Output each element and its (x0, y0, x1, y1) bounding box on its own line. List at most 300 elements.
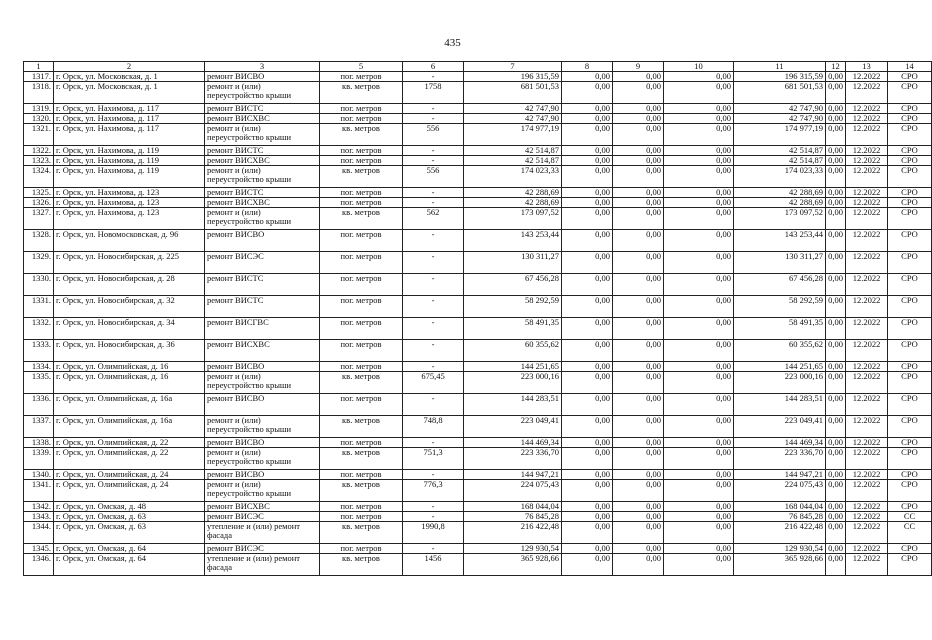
other-funds-cell: 0,00 (826, 448, 846, 470)
address-cell: г. Орск, ул. Новосибирская, д. 34 (54, 318, 205, 340)
federal-funds-cell: 0,00 (562, 166, 613, 188)
unit-cell: кв. метров (320, 522, 403, 544)
volume-cell: 562 (403, 208, 464, 230)
address-cell: г. Орск, ул. Нахимова, д. 117 (54, 124, 205, 146)
total-cost-cell: 60 355,62 (464, 340, 562, 362)
work-type-cell: ремонт и (или) переустройство крыши (205, 208, 320, 230)
owner-funds-cell: 365 928,66 (734, 554, 826, 576)
total-cost-cell: 58 491,35 (464, 318, 562, 340)
federal-funds-cell: 0,00 (562, 502, 613, 512)
owner-funds-cell: 173 097,52 (734, 208, 826, 230)
work-type-cell: ремонт ВИСВО (205, 470, 320, 480)
row-number: 1325. (24, 188, 54, 198)
local-funds-cell: 0,00 (664, 318, 734, 340)
other-funds-cell: 0,00 (826, 104, 846, 114)
volume-cell: - (403, 512, 464, 522)
unit-cell: кв. метров (320, 372, 403, 394)
deadline-cell: 12.2022 (846, 114, 888, 124)
owner-funds-cell: 168 044,04 (734, 502, 826, 512)
address-cell: г. Орск, ул. Новомосковская, д. 96 (54, 230, 205, 252)
regional-funds-cell: 0,00 (613, 470, 664, 480)
total-cost-cell: 174 977,19 (464, 124, 562, 146)
federal-funds-cell: 0,00 (562, 362, 613, 372)
unit-cell: кв. метров (320, 82, 403, 104)
page-number: 435 (444, 37, 461, 49)
table-row (24, 252, 932, 274)
method-cell: СРО (888, 544, 932, 554)
method-cell: СРО (888, 230, 932, 252)
other-funds-cell: 0,00 (826, 230, 846, 252)
local-funds-cell: 0,00 (664, 512, 734, 522)
address-cell: г. Орск, ул. Нахимова, д. 119 (54, 166, 205, 188)
federal-funds-cell: 0,00 (562, 252, 613, 274)
work-type-cell: ремонт ВИСЭС (205, 544, 320, 554)
regional-funds-cell: 0,00 (613, 416, 664, 438)
federal-funds-cell: 0,00 (562, 198, 613, 208)
volume-cell: 751,3 (403, 448, 464, 470)
other-funds-cell: 0,00 (826, 512, 846, 522)
owner-funds-cell: 144 251,65 (734, 362, 826, 372)
other-funds-cell: 0,00 (826, 470, 846, 480)
owner-funds-cell: 42 288,69 (734, 188, 826, 198)
method-cell: СРО (888, 198, 932, 208)
row-number: 1330. (24, 274, 54, 296)
address-cell: г. Орск, ул. Омская, д. 48 (54, 502, 205, 512)
table-row (24, 146, 932, 156)
row-number: 1322. (24, 146, 54, 156)
local-funds-cell: 0,00 (664, 104, 734, 114)
method-cell: СРО (888, 146, 932, 156)
table-row (24, 448, 932, 470)
total-cost-cell: 42 288,69 (464, 198, 562, 208)
address-cell: г. Орск, ул. Нахимова, д. 117 (54, 114, 205, 124)
deadline-cell: 12.2022 (846, 394, 888, 416)
unit-cell: пог. метров (320, 394, 403, 416)
table-row (24, 82, 932, 104)
address-cell: г. Орск, ул. Нахимова, д. 119 (54, 156, 205, 166)
other-funds-cell: 0,00 (826, 296, 846, 318)
regional-funds-cell: 0,00 (613, 208, 664, 230)
federal-funds-cell: 0,00 (562, 554, 613, 576)
local-funds-cell: 0,00 (664, 554, 734, 576)
volume-cell: 675,45 (403, 372, 464, 394)
unit-cell: пог. метров (320, 72, 403, 82)
column-header: 3 (205, 62, 320, 72)
local-funds-cell: 0,00 (664, 448, 734, 470)
address-cell: г. Орск, ул. Новосибирская, д. 36 (54, 340, 205, 362)
owner-funds-cell: 60 355,62 (734, 340, 826, 362)
volume-cell: - (403, 502, 464, 512)
other-funds-cell: 0,00 (826, 82, 846, 104)
local-funds-cell: 0,00 (664, 156, 734, 166)
regional-funds-cell: 0,00 (613, 188, 664, 198)
table-row (24, 318, 932, 340)
total-cost-cell: 143 253,44 (464, 230, 562, 252)
table-row (24, 104, 932, 114)
owner-funds-cell: 42 747,90 (734, 104, 826, 114)
capital-repair-table (23, 61, 932, 576)
address-cell: г. Орск, ул. Московская, д. 1 (54, 82, 205, 104)
local-funds-cell: 0,00 (664, 274, 734, 296)
table-body (24, 72, 932, 576)
other-funds-cell: 0,00 (826, 394, 846, 416)
work-type-cell: ремонт и (или) переустройство крыши (205, 82, 320, 104)
federal-funds-cell: 0,00 (562, 416, 613, 438)
total-cost-cell: 144 283,51 (464, 394, 562, 416)
method-cell: СРО (888, 502, 932, 512)
column-header: 11 (734, 62, 826, 72)
work-type-cell: ремонт ВИСХВС (205, 198, 320, 208)
local-funds-cell: 0,00 (664, 166, 734, 188)
total-cost-cell: 223 000,16 (464, 372, 562, 394)
unit-cell: кв. метров (320, 448, 403, 470)
work-type-cell: ремонт ВИСВО (205, 438, 320, 448)
regional-funds-cell: 0,00 (613, 230, 664, 252)
work-type-cell: ремонт ВИСВО (205, 394, 320, 416)
owner-funds-cell: 42 747,90 (734, 114, 826, 124)
volume-cell: 776,3 (403, 480, 464, 502)
other-funds-cell: 0,00 (826, 274, 846, 296)
unit-cell: пог. метров (320, 512, 403, 522)
other-funds-cell: 0,00 (826, 124, 846, 146)
volume-cell: - (403, 274, 464, 296)
deadline-cell: 12.2022 (846, 146, 888, 156)
table-row (24, 114, 932, 124)
volume-cell: - (403, 296, 464, 318)
regional-funds-cell: 0,00 (613, 318, 664, 340)
row-number: 1324. (24, 166, 54, 188)
method-cell: СРО (888, 188, 932, 198)
volume-cell: - (403, 156, 464, 166)
total-cost-cell: 42 514,87 (464, 146, 562, 156)
unit-cell: пог. метров (320, 470, 403, 480)
other-funds-cell: 0,00 (826, 252, 846, 274)
method-cell: СРО (888, 362, 932, 372)
volume-cell: - (403, 470, 464, 480)
table-row (24, 438, 932, 448)
row-number: 1317. (24, 72, 54, 82)
total-cost-cell: 168 044,04 (464, 502, 562, 512)
federal-funds-cell: 0,00 (562, 480, 613, 502)
owner-funds-cell: 58 491,35 (734, 318, 826, 340)
table-row (24, 470, 932, 480)
row-number: 1342. (24, 502, 54, 512)
volume-cell: - (403, 198, 464, 208)
federal-funds-cell: 0,00 (562, 470, 613, 480)
work-type-cell: ремонт ВИСТС (205, 104, 320, 114)
deadline-cell: 12.2022 (846, 502, 888, 512)
unit-cell: пог. метров (320, 188, 403, 198)
method-cell: СРО (888, 480, 932, 502)
table-row (24, 188, 932, 198)
work-type-cell: ремонт ВИСВО (205, 230, 320, 252)
regional-funds-cell: 0,00 (613, 362, 664, 372)
total-cost-cell: 67 456,28 (464, 274, 562, 296)
table-row (24, 156, 932, 166)
method-cell: СРО (888, 82, 932, 104)
table-row (24, 544, 932, 554)
work-type-cell: ремонт ВИСХВС (205, 502, 320, 512)
table-row (24, 296, 932, 318)
work-type-cell: ремонт ВИСГВС (205, 318, 320, 340)
federal-funds-cell: 0,00 (562, 438, 613, 448)
local-funds-cell: 0,00 (664, 502, 734, 512)
owner-funds-cell: 144 947,21 (734, 470, 826, 480)
federal-funds-cell: 0,00 (562, 72, 613, 82)
unit-cell: пог. метров (320, 230, 403, 252)
table-row (24, 230, 932, 252)
regional-funds-cell: 0,00 (613, 372, 664, 394)
deadline-cell: 12.2022 (846, 166, 888, 188)
regional-funds-cell: 0,00 (613, 554, 664, 576)
local-funds-cell: 0,00 (664, 340, 734, 362)
deadline-cell: 12.2022 (846, 416, 888, 438)
table-row (24, 480, 932, 502)
volume-cell: - (403, 544, 464, 554)
row-number: 1346. (24, 554, 54, 576)
regional-funds-cell: 0,00 (613, 114, 664, 124)
federal-funds-cell: 0,00 (562, 230, 613, 252)
volume-cell: - (403, 104, 464, 114)
method-cell: СРО (888, 372, 932, 394)
work-type-cell: ремонт ВИСТС (205, 146, 320, 156)
regional-funds-cell: 0,00 (613, 198, 664, 208)
regional-funds-cell: 0,00 (613, 104, 664, 114)
other-funds-cell: 0,00 (826, 502, 846, 512)
row-number: 1334. (24, 362, 54, 372)
other-funds-cell: 0,00 (826, 166, 846, 188)
table-row (24, 166, 932, 188)
volume-cell: - (403, 318, 464, 340)
deadline-cell: 12.2022 (846, 470, 888, 480)
local-funds-cell: 0,00 (664, 230, 734, 252)
row-number: 1340. (24, 470, 54, 480)
column-header: 13 (846, 62, 888, 72)
unit-cell: пог. метров (320, 296, 403, 318)
row-number: 1319. (24, 104, 54, 114)
work-type-cell: ремонт и (или) переустройство крыши (205, 124, 320, 146)
owner-funds-cell: 130 311,27 (734, 252, 826, 274)
deadline-cell: 12.2022 (846, 72, 888, 82)
total-cost-cell: 129 930,54 (464, 544, 562, 554)
row-number: 1335. (24, 372, 54, 394)
method-cell: СС (888, 522, 932, 544)
other-funds-cell: 0,00 (826, 416, 846, 438)
owner-funds-cell: 216 422,48 (734, 522, 826, 544)
unit-cell: пог. метров (320, 544, 403, 554)
row-number: 1321. (24, 124, 54, 146)
regional-funds-cell: 0,00 (613, 72, 664, 82)
table-row (24, 340, 932, 362)
other-funds-cell: 0,00 (826, 522, 846, 544)
regional-funds-cell: 0,00 (613, 124, 664, 146)
work-type-cell: ремонт ВИСТС (205, 274, 320, 296)
work-type-cell: ремонт ВИСХВС (205, 114, 320, 124)
other-funds-cell: 0,00 (826, 114, 846, 124)
address-cell: г. Орск, ул. Омская, д. 64 (54, 554, 205, 576)
federal-funds-cell: 0,00 (562, 296, 613, 318)
unit-cell: пог. метров (320, 362, 403, 372)
work-type-cell: ремонт ВИСХВС (205, 156, 320, 166)
address-cell: г. Орск, ул. Нахимова, д. 117 (54, 104, 205, 114)
address-cell: г. Орск, ул. Омская, д. 63 (54, 512, 205, 522)
row-number: 1341. (24, 480, 54, 502)
address-cell: г. Орск, ул. Новосибирская, д. 225 (54, 252, 205, 274)
method-cell: СС (888, 512, 932, 522)
deadline-cell: 12.2022 (846, 156, 888, 166)
owner-funds-cell: 223 336,70 (734, 448, 826, 470)
local-funds-cell: 0,00 (664, 198, 734, 208)
address-cell: г. Орск, ул. Нахимова, д. 123 (54, 198, 205, 208)
federal-funds-cell: 0,00 (562, 188, 613, 198)
method-cell: СРО (888, 208, 932, 230)
column-header: 2 (54, 62, 205, 72)
total-cost-cell: 144 251,65 (464, 362, 562, 372)
work-type-cell: ремонт и (или) переустройство крыши (205, 416, 320, 438)
owner-funds-cell: 144 469,34 (734, 438, 826, 448)
address-cell: г. Орск, ул. Омская, д. 63 (54, 522, 205, 544)
total-cost-cell: 223 049,41 (464, 416, 562, 438)
unit-cell: кв. метров (320, 554, 403, 576)
column-header: 6 (403, 62, 464, 72)
column-header: 1 (24, 62, 54, 72)
total-cost-cell: 365 928,66 (464, 554, 562, 576)
local-funds-cell: 0,00 (664, 372, 734, 394)
owner-funds-cell: 58 292,59 (734, 296, 826, 318)
row-number: 1338. (24, 438, 54, 448)
local-funds-cell: 0,00 (664, 124, 734, 146)
table-row (24, 198, 932, 208)
address-cell: г. Орск, ул. Новосибирская, д. 32 (54, 296, 205, 318)
method-cell: СРО (888, 296, 932, 318)
unit-cell: пог. метров (320, 274, 403, 296)
address-cell: г. Орск, ул. Нахимова, д. 123 (54, 188, 205, 198)
method-cell: СРО (888, 156, 932, 166)
unit-cell: пог. метров (320, 198, 403, 208)
other-funds-cell: 0,00 (826, 208, 846, 230)
federal-funds-cell: 0,00 (562, 114, 613, 124)
federal-funds-cell: 0,00 (562, 318, 613, 340)
local-funds-cell: 0,00 (664, 296, 734, 318)
deadline-cell: 12.2022 (846, 522, 888, 544)
address-cell: г. Орск, ул. Олимпийская, д. 24 (54, 470, 205, 480)
other-funds-cell: 0,00 (826, 438, 846, 448)
volume-cell: 556 (403, 124, 464, 146)
owner-funds-cell: 67 456,28 (734, 274, 826, 296)
total-cost-cell: 42 288,69 (464, 188, 562, 198)
table-row (24, 554, 932, 576)
table-row (24, 208, 932, 230)
total-cost-cell: 216 422,48 (464, 522, 562, 544)
row-number: 1331. (24, 296, 54, 318)
volume-cell: 1990,8 (403, 522, 464, 544)
method-cell: СРО (888, 340, 932, 362)
total-cost-cell: 174 023,33 (464, 166, 562, 188)
owner-funds-cell: 196 315,59 (734, 72, 826, 82)
column-header: 12 (826, 62, 846, 72)
other-funds-cell: 0,00 (826, 188, 846, 198)
deadline-cell: 12.2022 (846, 252, 888, 274)
work-type-cell: ремонт и (или) переустройство крыши (205, 480, 320, 502)
federal-funds-cell: 0,00 (562, 274, 613, 296)
regional-funds-cell: 0,00 (613, 438, 664, 448)
unit-cell: пог. метров (320, 252, 403, 274)
volume-cell: - (403, 230, 464, 252)
row-number: 1336. (24, 394, 54, 416)
work-type-cell: ремонт и (или) переустройство крыши (205, 448, 320, 470)
row-number: 1343. (24, 512, 54, 522)
regional-funds-cell: 0,00 (613, 394, 664, 416)
deadline-cell: 12.2022 (846, 438, 888, 448)
volume-cell: - (403, 114, 464, 124)
local-funds-cell: 0,00 (664, 82, 734, 104)
regional-funds-cell: 0,00 (613, 156, 664, 166)
unit-cell: пог. метров (320, 438, 403, 448)
column-header: 10 (664, 62, 734, 72)
method-cell: СРО (888, 72, 932, 82)
local-funds-cell: 0,00 (664, 208, 734, 230)
row-number: 1345. (24, 544, 54, 554)
volume-cell: - (403, 438, 464, 448)
work-type-cell: ремонт ВИСВО (205, 362, 320, 372)
total-cost-cell: 76 845,28 (464, 512, 562, 522)
unit-cell: пог. метров (320, 114, 403, 124)
method-cell: СРО (888, 124, 932, 146)
address-cell: г. Орск, ул. Олимпийская, д. 24 (54, 480, 205, 502)
deadline-cell: 12.2022 (846, 104, 888, 114)
local-funds-cell: 0,00 (664, 470, 734, 480)
address-cell: г. Орск, ул. Олимпийская, д. 16 (54, 372, 205, 394)
method-cell: СРО (888, 448, 932, 470)
deadline-cell: 12.2022 (846, 230, 888, 252)
table-row (24, 416, 932, 438)
deadline-cell: 12.2022 (846, 362, 888, 372)
header-row (24, 62, 932, 72)
local-funds-cell: 0,00 (664, 438, 734, 448)
deadline-cell: 12.2022 (846, 208, 888, 230)
row-number: 1333. (24, 340, 54, 362)
row-number: 1329. (24, 252, 54, 274)
row-number: 1328. (24, 230, 54, 252)
local-funds-cell: 0,00 (664, 362, 734, 372)
total-cost-cell: 144 469,34 (464, 438, 562, 448)
local-funds-cell: 0,00 (664, 72, 734, 82)
row-number: 1339. (24, 448, 54, 470)
federal-funds-cell: 0,00 (562, 208, 613, 230)
work-type-cell: утепление и (или) ремонт фасада (205, 554, 320, 576)
federal-funds-cell: 0,00 (562, 124, 613, 146)
unit-cell: пог. метров (320, 146, 403, 156)
row-number: 1327. (24, 208, 54, 230)
federal-funds-cell: 0,00 (562, 544, 613, 554)
owner-funds-cell: 143 253,44 (734, 230, 826, 252)
owner-funds-cell: 224 075,43 (734, 480, 826, 502)
deadline-cell: 12.2022 (846, 512, 888, 522)
address-cell: г. Орск, ул. Олимпийская, д. 16а (54, 394, 205, 416)
work-type-cell: ремонт и (или) переустройство крыши (205, 372, 320, 394)
unit-cell: пог. метров (320, 502, 403, 512)
method-cell: СРО (888, 438, 932, 448)
total-cost-cell: 130 311,27 (464, 252, 562, 274)
column-header: 14 (888, 62, 932, 72)
federal-funds-cell: 0,00 (562, 448, 613, 470)
volume-cell: - (403, 340, 464, 362)
deadline-cell: 12.2022 (846, 340, 888, 362)
local-funds-cell: 0,00 (664, 252, 734, 274)
method-cell: СРО (888, 470, 932, 480)
address-cell: г. Орск, ул. Олимпийская, д. 16 (54, 362, 205, 372)
other-funds-cell: 0,00 (826, 198, 846, 208)
